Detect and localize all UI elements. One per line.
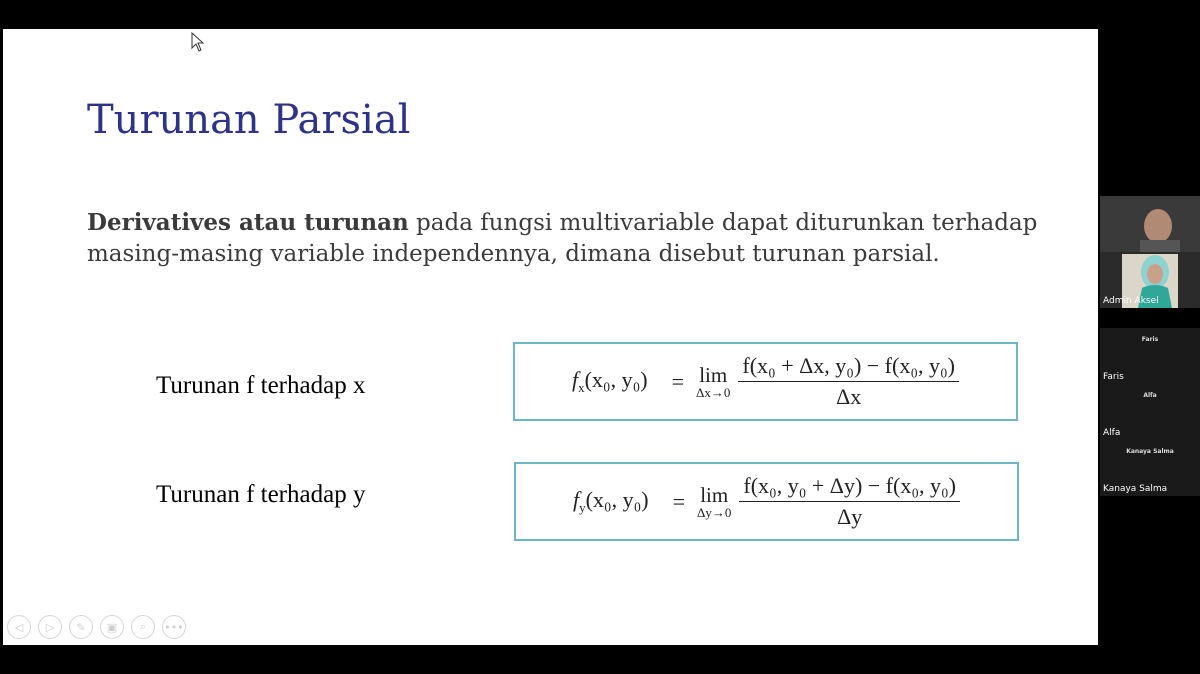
participant-tile-alfa[interactable] [1100,384,1200,440]
label-derivative-x: Turunan f terhadap x [156,372,366,399]
formula-lhs: $f_x(x_0$, y₀) [571,367,648,395]
limit-operator [697,484,731,520]
participants-panel [1100,196,1200,494]
equals-sign: = [672,488,686,514]
fraction-denominator: Δx [836,384,862,409]
formula-lhs: $f_y(x_0$, y₀) [572,487,649,515]
formula-partial-y [516,464,1017,539]
fraction-numerator: f(x₀ + Δx, y₀) − f(x₀, y₀) [738,354,959,382]
participant-name: Kanaya Salma [1103,484,1168,494]
presentation-slide [3,29,1098,645]
zoom-icon[interactable]: ⌕ [131,615,155,639]
slideshow-toolbar [7,615,186,639]
participant-avatar-name: Faris [1141,336,1159,343]
participant-name: Admin Aksel [1103,296,1159,306]
slide-body-text [87,207,1047,270]
lim-under: Δx→0 [696,384,731,400]
pen-icon[interactable]: ✎ [69,615,93,639]
webcam-video-icon [1100,196,1200,308]
participant-name: Faris [1103,372,1124,382]
lim-word: lim [700,482,729,507]
lhs-args: (x₀, y₀) [585,487,649,512]
more-icon[interactable]: ••• [162,615,186,639]
formula-partial-x [515,344,1016,419]
fraction-denominator: Δy [837,504,863,529]
slide-title: Turunan Parsial [87,97,411,143]
participant-tile-kanaya[interactable] [1100,440,1200,496]
formula-box-x [513,342,1018,421]
participant-avatar-name: Kanaya Salma [1126,448,1174,455]
limit-operator [696,364,730,400]
participant-name: Alfa [1103,428,1121,438]
fraction [738,354,959,409]
equals-sign: = [671,368,685,394]
previous-icon[interactable]: ◁ [7,615,31,639]
mouse-cursor-icon [191,32,205,52]
body-rest-text: pada fungsi multivariable dapat diturunkan terhadap masing-masing variable independennya, dimana disebut turunan parsial. [87,210,1038,267]
fraction-numerator: f(x₀, y₀ + Δy) − f(x₀, y₀) [739,474,960,502]
next-icon[interactable]: ▷ [38,615,62,639]
lhs-args: (x₀, y₀) [584,367,648,392]
lhs-subscript: y [579,500,586,515]
lhs-subscript: x [578,380,585,395]
participant-tile-admin[interactable] [1100,196,1200,308]
lim-under: Δy→0 [697,504,732,520]
body-bold-phrase: Derivatives atau turunan [87,209,409,236]
participant-avatar-name: Alfa [1143,392,1157,399]
slides-icon[interactable]: ▣ [100,615,124,639]
lim-word: lim [699,362,728,387]
formula-box-y [514,462,1019,541]
participant-tile-faris[interactable] [1100,328,1200,384]
fraction [739,474,960,529]
label-derivative-y: Turunan f terhadap y [156,481,366,508]
